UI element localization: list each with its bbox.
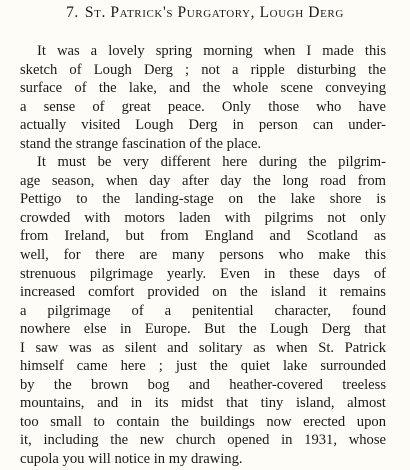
body-text: [20, 42, 386, 469]
text-line: strenuous pilgrimage yearly. Even in these days of: [20, 265, 386, 282]
text-line: from Ireland, but from England and Scotland as: [20, 228, 386, 245]
text-line: himself came here ; just the quiet lake surrounded: [20, 358, 386, 375]
text-line: increased comfort provided on the island it remains: [20, 284, 386, 301]
chapter-heading: [0, 4, 410, 22]
paragraph: [20, 153, 386, 468]
text-line: a sense of great peace. Only those who have: [20, 98, 386, 115]
text-line: crowded with motors laden with pilgrims not only: [20, 209, 386, 226]
text-line: well, for there are many persons who make this: [20, 247, 386, 264]
text-line: It was a lovely spring morning when I made this: [37, 43, 386, 59]
text-line: surface of the lake, and the whole scene conveying: [20, 80, 386, 97]
text-line: too small to contain the buildings now erected upon: [20, 413, 386, 430]
text-line: It must be very different here during the pilgrim-: [37, 154, 386, 171]
text-line: sketch of Lough Derg ; not a ripple disturbing the: [20, 61, 386, 78]
text-line: cupola you will notice in my drawing.: [20, 451, 243, 468]
text-line: actually visited Lough Derg in person can under-: [20, 117, 386, 134]
text-line: stand the strange fascination of the place.: [20, 135, 262, 152]
text-line: mountains, and in its midst that tiny island, almost: [20, 395, 386, 412]
text-line: it, including the new church opened in 1931, whose: [20, 432, 386, 449]
text-line: Pettigo to the landing-stage on the lake shore is: [20, 191, 386, 208]
text-line: a pilgrimage of a penitential character, found: [20, 302, 386, 319]
paragraph: [20, 42, 386, 153]
text-line: by the brown bog and heather-covered treeless: [20, 376, 386, 393]
chapter-number: 7.: [66, 4, 79, 21]
text-line: nowhere else in Europe. But the Lough Derg that: [20, 321, 386, 338]
text-line: age season, when day after day the long road from: [20, 172, 386, 189]
chapter-title: St. Patrick's Purgatory, Lough Derg: [84, 4, 344, 21]
text-line: I saw was as silent and solitary as when St. Patrick: [20, 339, 386, 356]
